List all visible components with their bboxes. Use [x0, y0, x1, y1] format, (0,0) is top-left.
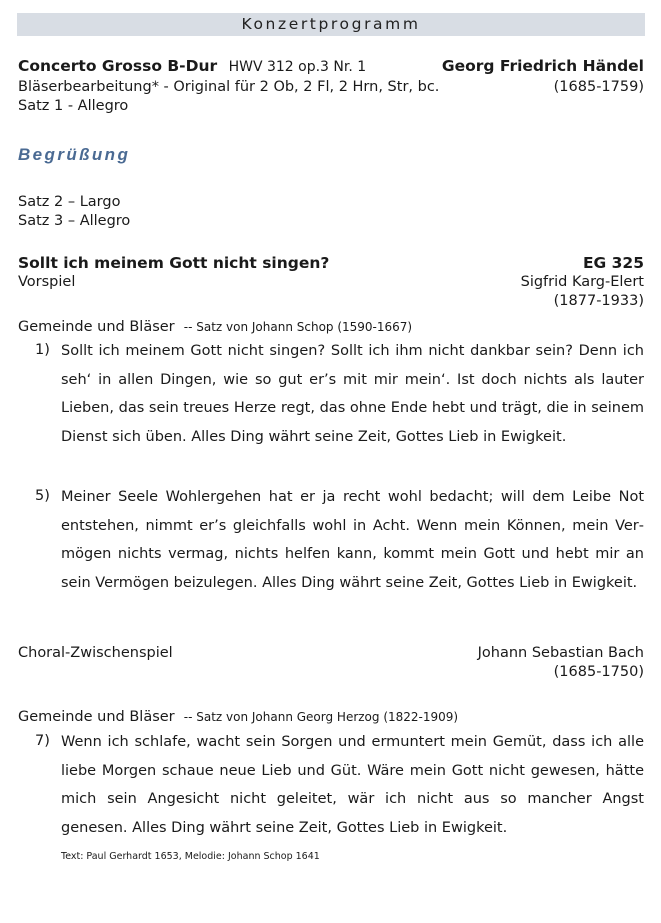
verse-text: Wenn ich schlafe, wacht sein Sorgen und ermuntert mein Gemüt, dass ich alle liebe Morgen schaue neue Lieb und Güt. Wäre mein Gott nicht gewesen, hätte mich sein Angesicht nicht geleitet, wär ich nicht aus so mancher Angst genesen. Alles Ding währt seine Zeit, Gottes Lieb in Ewigkeit.: [61, 734, 644, 836]
piece-arrangement: Bläserbearbeitung* - Original für 2 Ob, 2 Fl, 2 Hrn, Str, bc.: [18, 79, 440, 95]
interlude-label: Choral-Zwischenspiel: [18, 645, 173, 661]
prelude-composer-dates: (1877-1933): [553, 293, 644, 309]
congregation-label: Gemeinde und Bläser: [18, 709, 175, 725]
hymn-title: Sollt ich meinem Gott nicht singen?: [18, 254, 330, 272]
prelude-label: Vorspiel: [18, 274, 76, 290]
interlude-composer-dates: (1685-1750): [553, 664, 644, 680]
setting-credit: -- Satz von Johann Schop (1590-1667): [183, 320, 413, 334]
congregation-line-1: [18, 316, 412, 335]
congregation-line-2: [18, 706, 458, 725]
verse-number: 7): [35, 733, 50, 749]
prelude-composer: Sigfrid Karg-Elert: [520, 274, 644, 290]
verse-number: 5): [35, 488, 50, 504]
setting-credit: -- Satz von Johann Georg Herzog (1822-1909): [183, 710, 459, 724]
interlude-composer: Johann Sebastian Bach: [477, 645, 644, 661]
hymn-number: EG 325: [582, 254, 644, 272]
verse-text: Meiner Seele Wohlergehen hat er ja recht wohl bedacht; will dem Leibe Not entstehen, nimmt er’s gleichfalls wohl in Acht. Wenn mein Können, mein Vermögen nichts vermag, nichts helfen kann, kommt mein Gott und hebt mir an sein Vermögen beizulegen. Alles Ding währt seine Zeit, Gottes Lieb in Ewigkeit.: [61, 489, 644, 591]
greeting-heading: Begrüßung: [18, 145, 131, 164]
verse-number: 1): [35, 342, 50, 358]
piece-title-text: Concerto Grosso B-Dur: [18, 57, 218, 75]
piece-title: [18, 57, 366, 75]
verse-text: Sollt ich meinem Gott nicht singen? Sollt ich ihm nicht dankbar sein? Denn ich seh‘ in allen Dingen, wie so gut er’s mit mir mein‘. Ist doch nichts als lauter Lieben, das sein treues Herze regt, das ohne Ende hebt und trägt, die in seinem Dienst sich üben. Alles Ding währt seine Zeit, Gottes Lieb in Ewigkeit.: [61, 343, 644, 445]
hymn-credits: Text: Paul Gerhardt 1653, Melodie: Johann Schop 1641: [61, 851, 320, 862]
movement-3: Satz 3 – Allegro: [18, 213, 131, 229]
piece-catalog: HWV 312 op.3 Nr. 1: [228, 59, 367, 75]
movement-1: Satz 1 - Allegro: [18, 98, 129, 114]
program-banner: Konzertprogramm: [17, 13, 645, 36]
piece-composer: Georg Friedrich Händel: [441, 57, 644, 75]
movement-2: Satz 2 – Largo: [18, 194, 121, 210]
congregation-label: Gemeinde und Bläser: [18, 319, 175, 335]
piece-composer-dates: (1685-1759): [553, 79, 644, 95]
